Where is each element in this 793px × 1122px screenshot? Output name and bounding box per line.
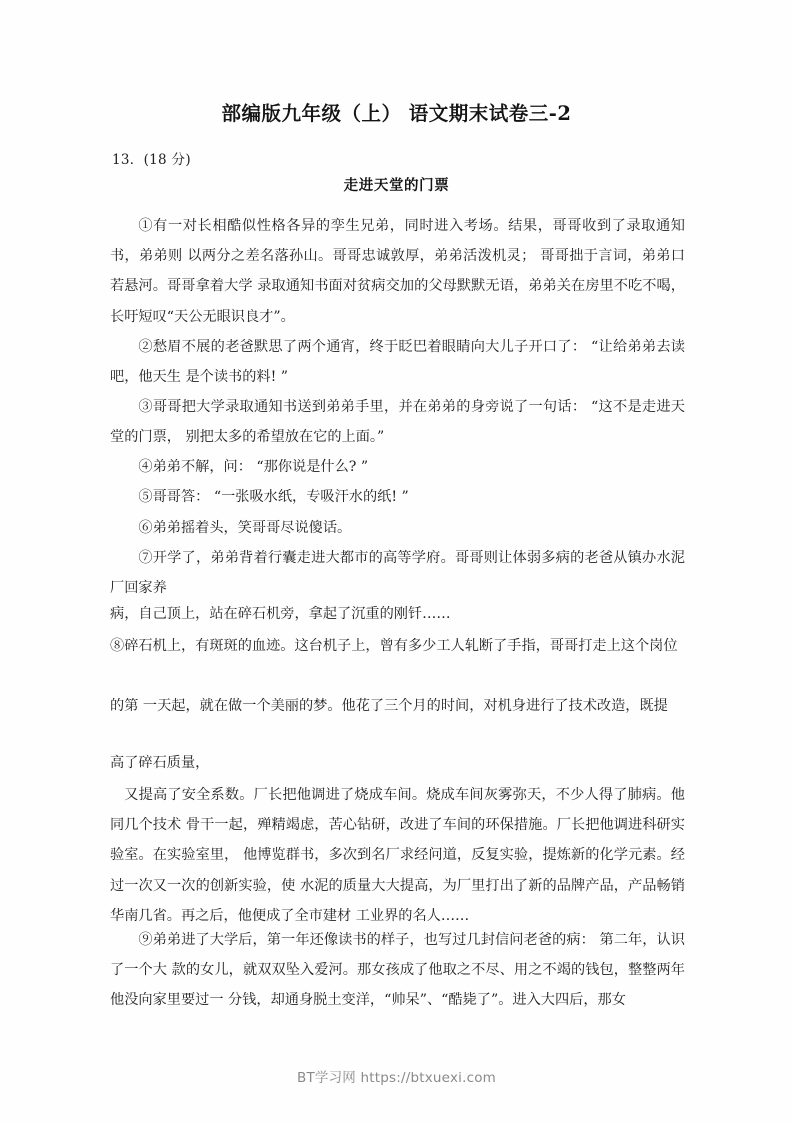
passage-paragraph-1 (110, 211, 685, 332)
paragraph-text: ⑥弟弟摇着头，笑哥哥尽说傻话。 (138, 520, 352, 536)
paragraph-text: ⑤哥哥答： “一张吸水纸，专吸汗水的纸! ” (138, 489, 409, 505)
passage-paragraph-12 (110, 780, 685, 931)
passage-paragraph-2 (110, 332, 685, 392)
passage-paragraph-8 (110, 599, 685, 629)
passage-paragraph-10 (110, 678, 685, 735)
passage-paragraph-9 (110, 631, 685, 661)
paragraph-text: ②愁眉不展的老爸默思了两个通宵，终于眨巴着眼睛向大儿子开口了： “让给弟弟去读吧，他天生 是个读书的料! ” (110, 339, 685, 386)
passage-paragraph-7 (110, 543, 685, 603)
paragraph-text: ⑧碎石机上，有斑斑的血迹。这台机子上，曾有多少工人轧断了手指，哥哥打走上这个岗位 (110, 638, 678, 654)
paragraph-text: 又提高了安全系数。厂长把他调进了烧成车间。烧成车间灰雾弥天，不少人得了肺病。他同几个技术 骨干一起，殚精竭虑，苦心钻研，改进了车间的环保措施。厂长把他调进科研实验室。在实验室里， 他博览群书，多次到名厂求经问道，反复实验，提炼新的化学元素。经过一次又一次的创新实验，使 水泥的质量大大提高，为厂里打出了新的品牌产品，产品畅销华南几省。再之后，他便成了全市建材 工业界的名人…… (110, 787, 685, 924)
page-title: 部编版九年级（上） 语文期末试卷三-2 (221, 102, 572, 125)
passage-title: 走进天堂的门票 (343, 177, 450, 194)
paragraph-text: 的第 一天起，就在做一个美丽的梦。他花了三个月的时间，对机身进行了技术改造，既提 (110, 698, 668, 714)
footer-watermark: BT学习网 https://btxuexi.com (296, 1070, 497, 1086)
passage-paragraph-5 (110, 482, 685, 512)
passage-paragraph-6 (110, 513, 685, 543)
passage-paragraph-3 (110, 392, 685, 452)
passage-paragraph-13 (110, 925, 685, 1016)
question-number-label: 13．(18 分) (112, 152, 191, 168)
paragraph-text: 高了碎石质量， (110, 755, 210, 771)
passage-paragraph-4 (110, 452, 685, 482)
paragraph-text: ③哥哥把大学录取通知书送到弟弟手里，并在弟弟的身旁说了一句话： “这不是走进天堂的门票， 别把太多的希望放在它的上面。” (110, 399, 685, 446)
paragraph-text: ⑨弟弟进了大学后，第一年还像读书的样子，也写过几封信问老爸的病： 第二年，认识了一个大 款的女儿，就双双坠入爱河。那女孩成了他取之不尽、用之不竭的钱包，整整两年他没向家里要过一 分钱，却通身脱土变洋，“帅呆”、“酷毙了”。进入大四后，那女 (110, 932, 685, 1009)
paragraph-text: 病，自己顶上，站在碎石机旁，拿起了沉重的刚钎…… (110, 606, 451, 622)
paragraph-text: ④弟弟不解，问： “那你说是什么? ” (138, 459, 369, 475)
paragraph-text: ①有一对长相酷似性格各异的孪生兄弟，同时进入考场。结果，哥哥收到了录取通知书，弟弟则 以两分之差名落孙山。哥哥忠诚敦厚，弟弟活泼机灵； 哥哥拙于言词，弟弟口若悬河。哥哥拿着大学 录取通知书面对贫病交加的父母默默无语，弟弟关在房里不吃不喝，长吁短叹“天公无眼识良才”。 (110, 218, 685, 325)
paragraph-text: ⑦开学了，弟弟背着行囊走进大都市的高等学府。哥哥则让体弱多病的老爸从镇办水泥厂回家养 (110, 550, 685, 597)
